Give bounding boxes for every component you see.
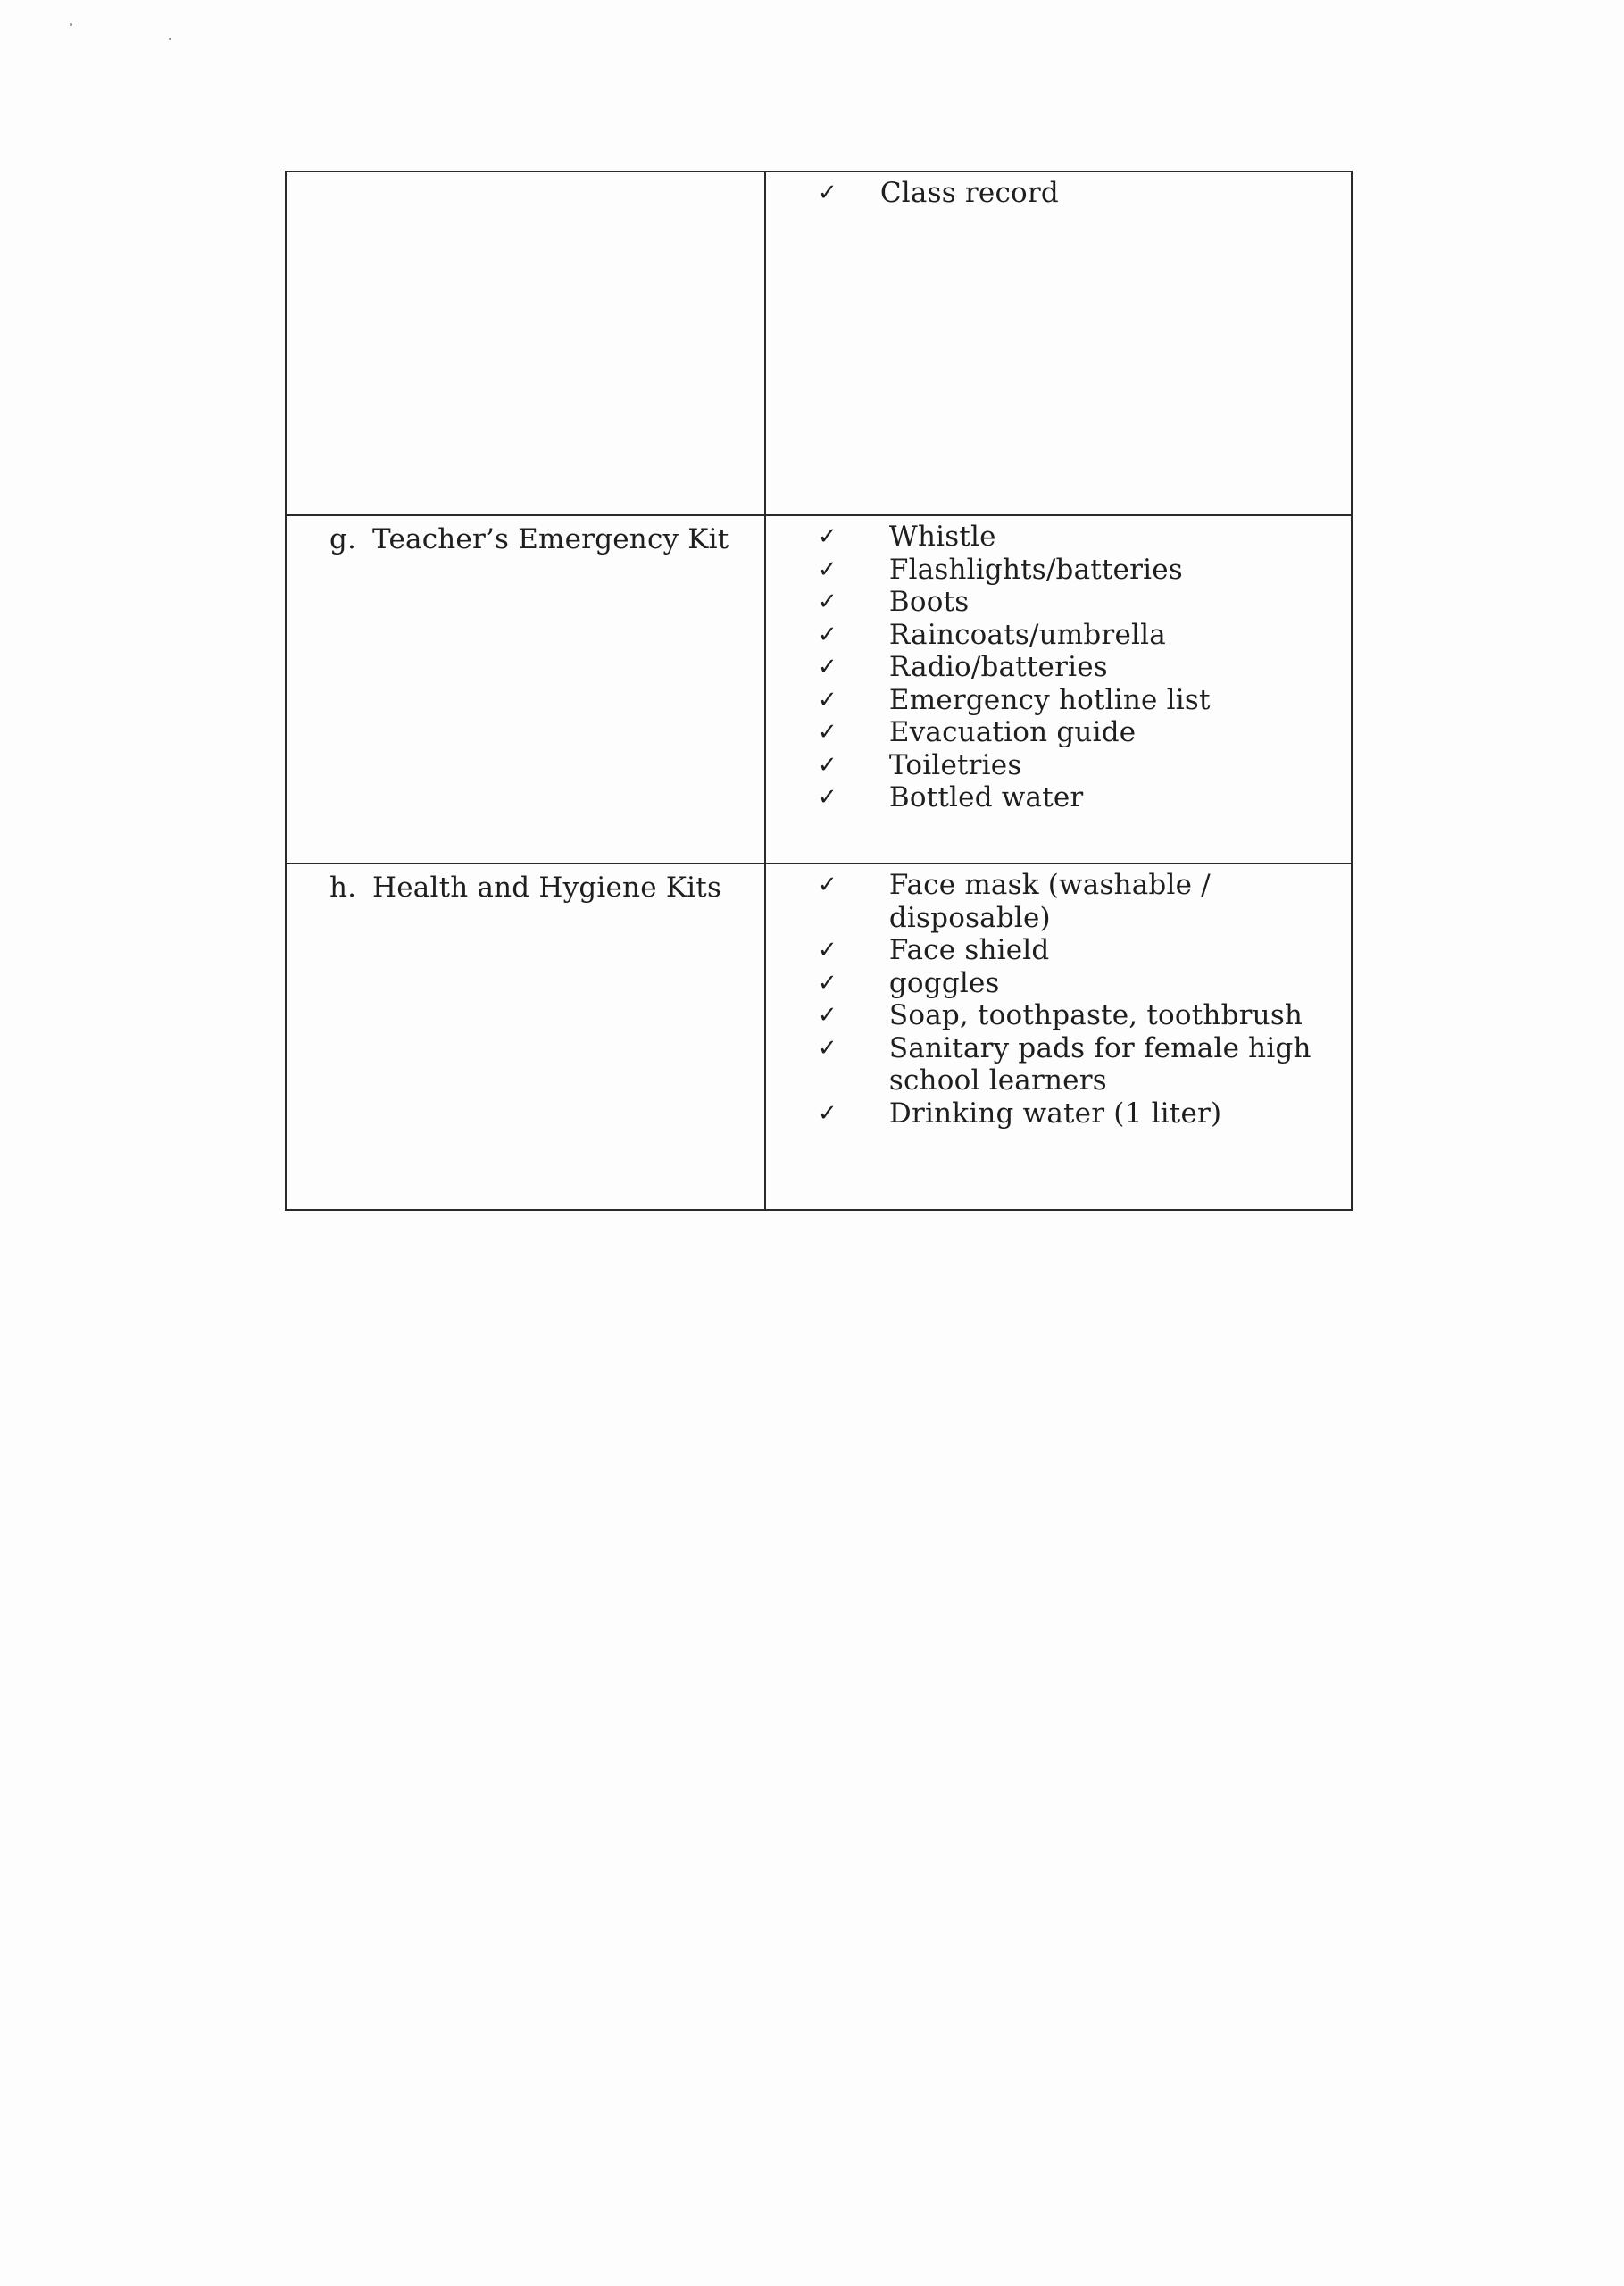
kit-label	[287, 864, 764, 904]
list-item-continuation	[766, 902, 1351, 935]
list-item	[766, 999, 1351, 1032]
checkmark-icon: ✓	[817, 621, 837, 648]
item-text: Face shield	[888, 934, 1050, 966]
checkmark-icon: ✓	[817, 751, 837, 779]
kit-label	[287, 516, 764, 555]
checkmark-icon: ✓	[817, 1034, 837, 1062]
list-item	[766, 554, 1351, 587]
item-text: Evacuation guide	[888, 716, 1137, 748]
list-item	[766, 967, 1351, 1000]
table-row	[286, 171, 1352, 515]
item-text: Radio/batteries	[888, 651, 1108, 683]
checkmark-icon: ✓	[817, 937, 837, 964]
list-item	[766, 1032, 1351, 1065]
kit-label-cell	[286, 864, 765, 1210]
list-item	[766, 934, 1351, 967]
scan-speck	[70, 23, 72, 26]
kit-items-cell	[765, 515, 1352, 864]
list-item	[766, 716, 1351, 749]
kit-label-cell	[286, 171, 765, 515]
checkmark-icon: ✓	[817, 1002, 837, 1029]
item-text: Flashlights/batteries	[888, 553, 1183, 586]
checkmark-icon: ✓	[817, 654, 837, 680]
checkmark-icon: ✓	[817, 872, 837, 898]
checkmark-icon: ✓	[817, 969, 837, 997]
kit-table	[285, 171, 1353, 1211]
kit-label-cell	[286, 515, 765, 864]
checkmark-icon: ✓	[817, 555, 837, 583]
scan-speck	[169, 38, 171, 40]
checkmark-icon: ✓	[817, 523, 837, 550]
item-text: goggles	[888, 966, 1000, 999]
item-text: Class record	[879, 177, 1059, 209]
list-item	[766, 781, 1351, 814]
list-item	[766, 619, 1351, 652]
list-item	[766, 684, 1351, 717]
check-list	[766, 172, 1351, 210]
item-text: Sanitary pads for female high	[888, 1031, 1312, 1064]
check-list	[766, 864, 1351, 1130]
checkmark-icon: ✓	[817, 1099, 837, 1127]
table-row	[286, 864, 1352, 1210]
checkmark-icon: ✓	[817, 179, 837, 206]
kit-letter: g.	[329, 523, 357, 555]
checkmark-icon: ✓	[817, 686, 837, 713]
checkmark-icon: ✓	[817, 784, 837, 811]
list-item	[766, 177, 1351, 210]
list-item	[766, 586, 1351, 619]
item-text: Drinking water (1 liter)	[888, 1097, 1222, 1130]
item-text: Emergency hotline list	[888, 683, 1211, 716]
item-text: disposable)	[888, 901, 1051, 934]
kit-name: Health and Hygiene Kits	[372, 872, 722, 904]
checkmark-icon: ✓	[817, 719, 837, 746]
check-list	[766, 516, 1351, 814]
list-item	[766, 749, 1351, 782]
kit-items-cell	[765, 864, 1352, 1210]
list-item	[766, 869, 1351, 902]
list-item	[766, 521, 1351, 554]
kit-letter: h.	[329, 872, 357, 904]
item-text: Soap, toothpaste, toothbrush	[888, 999, 1303, 1031]
item-text: Boots	[888, 586, 970, 618]
list-item	[766, 651, 1351, 684]
kit-items-cell	[765, 171, 1352, 515]
item-text: Whistle	[888, 521, 996, 553]
list-item-continuation	[766, 1064, 1351, 1097]
item-text: Face mask (washable /	[888, 869, 1211, 901]
checkmark-icon: ✓	[817, 588, 837, 615]
list-item	[766, 1097, 1351, 1130]
kit-name: Teacher’s Emergency Kit	[372, 523, 729, 555]
item-text: Toiletries	[888, 748, 1022, 781]
table-row	[286, 515, 1352, 864]
item-text: school learners	[888, 1064, 1107, 1097]
item-text: Bottled water	[888, 781, 1084, 813]
item-text: Raincoats/umbrella	[888, 618, 1166, 651]
